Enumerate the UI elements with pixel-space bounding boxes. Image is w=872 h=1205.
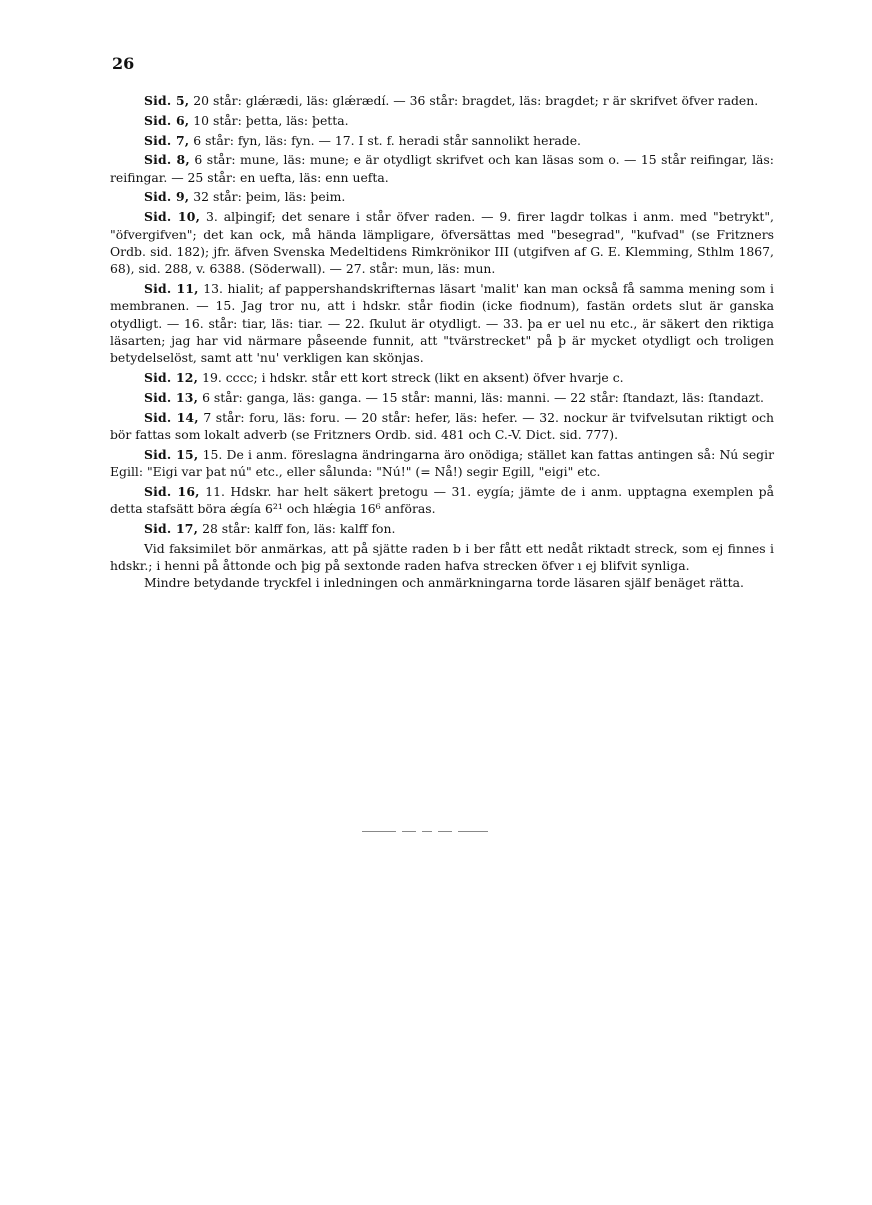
- errata-text: [110, 92, 774, 592]
- errata-entry: [110, 409, 774, 444]
- entry-reference: Sid. 6,: [144, 112, 190, 128]
- entry-text: 6 står: ganga, läs: ganga. — 15 står: manni, läs: manni. — 22 står: ſtandazt, läs: ſtandazt.: [202, 389, 764, 405]
- entry-text: 28 står: kalff fon, läs: kalff fon.: [202, 520, 396, 536]
- entry-reference: Sid. 15,: [144, 446, 199, 462]
- entry-reference: Sid. 11,: [144, 280, 199, 296]
- entry-reference: Sid. 12,: [144, 369, 199, 385]
- entry-text: 11. Hdskr. har helt säkert þretogu — 31. eygía; jämte de i anm. upptagna exemplen på detta stafsätt böra ǽgía 6²¹ och hlǽgia 16⁶ anföras.: [110, 483, 774, 517]
- rule-segment: [422, 831, 432, 832]
- rule-segment: [458, 831, 488, 832]
- entry-reference: Sid. 17,: [144, 520, 199, 536]
- errata-entry: [110, 132, 774, 149]
- entry-reference: Sid. 14,: [144, 409, 199, 425]
- closing-paragraph: Vid faksimilet bör anmärkas, att på sjätte raden b i ber fått ett nedåt riktadt streck, som ej finnes i hdskr.; i henni på åttonde och þig på sextonde raden hafva strecken öfver ı ej blifvit synliga.: [110, 540, 774, 573]
- entry-text: 10 står: þetta, läs: þetta.: [193, 112, 349, 128]
- errata-entry: [110, 369, 774, 386]
- errata-entry: [110, 208, 774, 277]
- errata-entry: [110, 483, 774, 518]
- errata-entry: [110, 446, 774, 481]
- entry-reference: Sid. 13,: [144, 389, 199, 405]
- entry-reference: Sid. 7,: [144, 132, 190, 148]
- closing-paragraph: Mindre betydande tryckfel i inledningen och anmärkningarna torde läsaren själf benäget rätta.: [144, 575, 744, 591]
- errata-entry: [110, 389, 774, 406]
- entry-reference: Sid. 10,: [144, 209, 201, 225]
- rule-segment: [362, 831, 396, 832]
- errata-entry: [110, 151, 774, 186]
- page-number: 26: [112, 54, 135, 73]
- rule-segment: [438, 831, 452, 832]
- entry-text: 3. alþingif; det senare i står öfver raden. — 9. firer lagdr tolkas i anm. med "betrykt", "öfvergifven"; det kan ock, må hända lämpligare, öfversättas med "besegrad", "kufvad" (se Fritzners Ordb. sid. 182); jfr. äfven Svenska Medeltidens Rimkrönikor III (utgifven af G. E. Klemming, Sthlm 1867, 68), sid. 288, v. 6388. (Söderwall). — 27. står: mun, läs: mun.: [110, 209, 774, 277]
- entry-text: 20 står: glǽrædi, läs: glǽrædí. — 36 står: bragdet, läs: bragdet; r är skrifvet öfver raden.: [193, 93, 759, 108]
- errata-entry: [110, 92, 774, 109]
- entry-text: 7 står: foru, läs: foru. — 20 står: hefer, läs: hefer. — 32. nockur är tvifvelsutan riktigt och bör fattas som lokalt adverb (se Fritzners Ordb. sid. 481 och C.-V. Dict. sid. 777).: [110, 409, 774, 442]
- entry-text: 32 står: þeim, läs: þeim.: [193, 189, 346, 205]
- entry-text: 15. De i anm. föreslagna ändringarna äro onödiga; stället kan fattas antingen så: Nú segir Egill: "Eigi var þat nú" etc., eller sålunda: "Nú!" (= Nå!) segir Egill, "eigi" etc.: [110, 446, 774, 479]
- entry-text: 13. hialit; af pappershandskrifternas läsart 'malit' kan man också få samma mening som i membranen. — 15. Jag tror nu, att i hdskr. står fiodin (icke fiodnum), fastän ordets slut är ganska otydligt. — 16. står: tiar, läs: tiar. — 22. ſkulut är otydligt. — 33. þa er uel nu etc., är säkert den riktiga läsarten; jag har vid närmare påseende funnit, att "tvärstrecket" på þ är mycket otydligt och troligen betydelselöst, samt att 'nu' verkligen kan skönjas.: [110, 280, 774, 366]
- section-end-rule: [362, 831, 512, 833]
- entry-text: 6 står: mune, läs: mune; e är otydligt skrifvet och kan läsas som o. — 15 står reifingar, läs: reifingar. — 25 står: en uefta, läs: enn uefta.: [110, 152, 774, 185]
- errata-entry: [110, 280, 774, 366]
- errata-entry: [110, 112, 774, 129]
- entry-reference: Sid. 5,: [144, 93, 190, 108]
- entry-reference: Sid. 8,: [144, 152, 190, 168]
- entry-text: 19. cccc; i hdskr. står ett kort streck (likt en aksent) öfver hvarje c.: [202, 369, 624, 385]
- rule-segment: [402, 831, 416, 832]
- entry-reference: Sid. 16,: [144, 483, 200, 499]
- entry-text: 6 står: fyn, läs: fyn. — 17. I st. f. heradi står sannolikt herade.: [193, 132, 581, 148]
- errata-entry: [110, 520, 774, 537]
- errata-entry: [110, 188, 774, 205]
- entry-reference: Sid. 9,: [144, 189, 190, 205]
